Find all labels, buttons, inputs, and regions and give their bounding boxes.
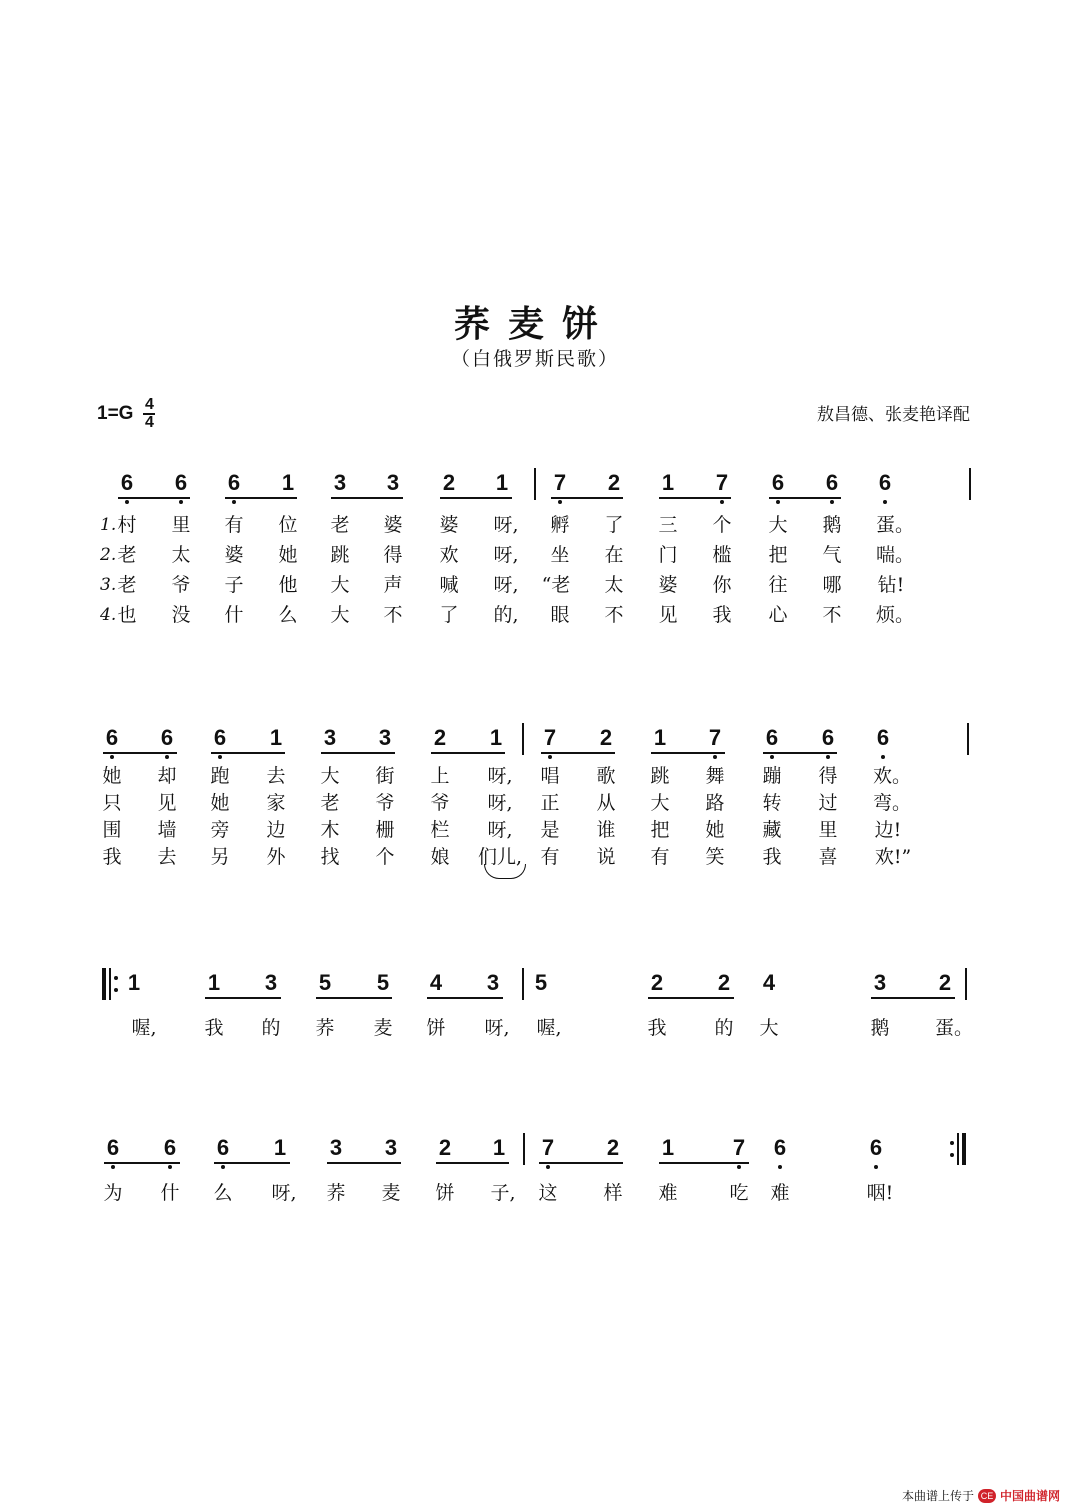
lyric-char: 什: [224, 604, 244, 626]
lyric-char: 过: [818, 792, 838, 814]
lyric-char: 村: [117, 514, 137, 536]
beam: [427, 997, 503, 999]
lyric-char: 蛋。: [876, 514, 915, 536]
beam: [651, 752, 725, 754]
note: 7: [695, 725, 735, 751]
lyric-char: 跑: [210, 765, 230, 787]
notation-line-2: [0, 725, 1070, 765]
beam: [648, 997, 734, 999]
bar-line: [969, 468, 971, 500]
note: 2: [599, 725, 613, 750]
lyric-char: 笑: [705, 846, 725, 868]
lyric-char: 门: [658, 544, 678, 566]
lyric-char: 心: [768, 604, 788, 626]
note: 3: [333, 470, 347, 495]
note: 7: [530, 725, 570, 751]
lyric-char: 呀,: [484, 1017, 510, 1039]
beam: [440, 497, 512, 499]
lyric-char: 钻!: [877, 574, 905, 596]
note: 2: [438, 1135, 452, 1160]
beam: [327, 1162, 401, 1164]
lyric-char: 没: [171, 604, 191, 626]
lyric-char: 大: [330, 574, 350, 596]
note: 2: [442, 470, 456, 495]
note: 6: [93, 1135, 133, 1161]
beam: [539, 1162, 623, 1164]
site-logo-icon: CE: [978, 1489, 996, 1503]
note: 3: [386, 470, 400, 495]
note: 2: [606, 1135, 620, 1160]
note: 6: [107, 470, 147, 496]
lyric-char: 里: [818, 819, 838, 841]
note: 3: [323, 725, 337, 750]
note: 4: [762, 970, 776, 995]
lyric-char: 她: [102, 765, 122, 787]
lyric-char: 去: [157, 846, 177, 868]
lyric-char: 荞: [326, 1182, 346, 1204]
translator-credit: 敖昌德、张麦艳译配: [817, 405, 970, 425]
lyric-char: 饼: [426, 1017, 446, 1039]
time-signature: [143, 398, 155, 430]
lyric-char: 我: [762, 846, 782, 868]
beam: [103, 752, 177, 754]
lyric-char: 婆: [439, 514, 459, 536]
beam: [331, 497, 403, 499]
lyric-char: 爷: [430, 792, 450, 814]
lyric-char: 老: [320, 792, 340, 814]
repeat-dot: [950, 1153, 954, 1157]
lyric-char: 她: [278, 544, 298, 566]
slur: [484, 864, 526, 879]
lyric-char: 哪: [822, 574, 842, 596]
lyric-line: [0, 602, 1070, 632]
lyric-char: 荞: [315, 1017, 335, 1039]
bar-line: [534, 468, 536, 500]
verse-number: 1.: [100, 515, 117, 535]
lyric-char: 有: [224, 514, 244, 536]
note: 6: [752, 725, 792, 751]
lyric-char: 爷: [171, 574, 191, 596]
lyric-char: 墙: [157, 819, 177, 841]
lyric-char: 只: [102, 792, 122, 814]
note: 3: [486, 970, 500, 995]
beam: [205, 997, 281, 999]
lyric-char: “老: [541, 574, 571, 596]
lyric-line: [0, 572, 1070, 602]
lyric-char: 呀,: [487, 819, 513, 841]
lyric-char: 说: [596, 846, 616, 868]
lyric-char: 麦: [381, 1182, 401, 1204]
lyric-char: 不: [604, 604, 624, 626]
verse-number: 3.: [100, 575, 117, 595]
note: 1: [207, 970, 221, 995]
lyric-char: 另: [210, 846, 230, 868]
lyric-char: 难: [658, 1182, 678, 1204]
lyric-char: 家: [266, 792, 286, 814]
lyric-char: 呀,: [493, 544, 519, 566]
beam: [118, 497, 190, 499]
lyric-char: 眼: [550, 604, 570, 626]
lyric-char: 欢!”: [874, 846, 912, 868]
note: 2: [650, 970, 664, 995]
lyric-char: 大: [768, 514, 788, 536]
note: 6: [758, 470, 798, 496]
lyric-char: 子,: [490, 1182, 516, 1204]
lyric-char: 边!: [874, 819, 902, 841]
lyric-char: 样: [603, 1182, 623, 1204]
lyric-char: 麦: [373, 1017, 393, 1039]
lyric-char: 个: [712, 514, 732, 536]
note: 2: [938, 970, 952, 995]
key-label: 1=G: [97, 403, 134, 424]
lyric-char: 外: [266, 846, 286, 868]
lyric-char: 去: [266, 765, 286, 787]
verse-number: 4.: [100, 605, 117, 625]
footer-text: 本曲谱上传于: [901, 1489, 974, 1503]
note: 6: [150, 1135, 190, 1161]
lyric-char: 喔,: [536, 1017, 562, 1039]
notation-line-4: [0, 1135, 1070, 1175]
time-sig-bottom: 4: [145, 414, 154, 431]
note: 1: [661, 1135, 675, 1160]
note: 7: [540, 470, 580, 496]
lyric-char: 呀,: [493, 514, 519, 536]
bar-line: [967, 723, 969, 755]
lyric-char: 有: [650, 846, 670, 868]
note: 6: [200, 725, 240, 751]
lyric-line: [0, 1180, 1070, 1210]
lyric-char: 们儿,: [477, 846, 523, 868]
note: 7: [719, 1135, 759, 1161]
lyric-char: 上: [430, 765, 450, 787]
lyric-char: 也: [117, 604, 137, 626]
time-sig-top: 4: [145, 396, 154, 413]
lyric-char: 得: [383, 544, 403, 566]
lyric-char: 歌: [596, 765, 616, 787]
note: 5: [376, 970, 390, 995]
lyric-char: 舞: [705, 765, 725, 787]
lyric-char: 正: [540, 792, 560, 814]
lyric-char: 是: [540, 819, 560, 841]
bar-line: [965, 968, 967, 1000]
lyric-char: 气: [822, 544, 842, 566]
lyric-char: 得: [818, 765, 838, 787]
beam: [104, 1162, 180, 1164]
lyric-char: 他: [278, 574, 298, 596]
bar-line: [522, 723, 524, 755]
note: 6: [161, 470, 201, 496]
note: 5: [534, 970, 548, 995]
note: 7: [528, 1135, 568, 1161]
lyric-char: 喘。: [876, 544, 915, 566]
note: 6: [865, 470, 905, 496]
beam: [214, 1162, 290, 1164]
lyric-char: 在: [604, 544, 624, 566]
lyric-char: 老: [117, 544, 137, 566]
beam: [763, 752, 837, 754]
beam: [321, 752, 395, 754]
lyric-char: 里: [171, 514, 191, 536]
key-signature: [97, 398, 155, 430]
lyric-char: 娘: [430, 846, 450, 868]
lyric-char: 谁: [596, 819, 616, 841]
lyric-char: 从: [596, 792, 616, 814]
lyric-char: 婆: [658, 574, 678, 596]
lyric-char: 的: [714, 1017, 734, 1039]
note: 6: [856, 1135, 896, 1161]
note: 1: [489, 725, 503, 750]
lyric-char: 我: [204, 1017, 224, 1039]
lyric-char: 我: [647, 1017, 667, 1039]
lyric-char: 大: [320, 765, 340, 787]
lyric-char: 么: [278, 604, 298, 626]
note: 1: [269, 725, 283, 750]
lyric-char: 找: [320, 846, 340, 868]
note: 1: [127, 970, 141, 995]
note: 6: [760, 1135, 800, 1161]
bar-line: [957, 1133, 959, 1165]
lyric-char: 太: [171, 544, 191, 566]
note: 2: [717, 970, 731, 995]
lyric-char: 烦。: [876, 604, 915, 626]
notation-line-3: [0, 970, 1070, 1010]
beam: [436, 1162, 509, 1164]
note: 6: [863, 725, 903, 751]
lyric-char: 老: [117, 574, 137, 596]
lyric-char: 槛: [712, 544, 732, 566]
lyric-char: 见: [157, 792, 177, 814]
lyric-char: 喊: [439, 574, 459, 596]
beam: [769, 497, 841, 499]
lyric-char: 饼: [435, 1182, 455, 1204]
note: 3: [329, 1135, 343, 1160]
lyric-char: 栅: [375, 819, 395, 841]
beam: [431, 752, 505, 754]
note: 3: [264, 970, 278, 995]
lyric-char: 转: [762, 792, 782, 814]
lyric-char: 不: [822, 604, 842, 626]
repeat-end-bar: [962, 1133, 966, 1165]
lyric-char: 孵: [550, 514, 570, 536]
note: 5: [318, 970, 332, 995]
lyric-char: 边: [266, 819, 286, 841]
lyric-char: 老: [330, 514, 350, 536]
lyric-char: 往: [768, 574, 788, 596]
lyric-char: 咽!: [866, 1182, 894, 1204]
lyric-char: 你: [712, 574, 732, 596]
lyric-char: 大: [650, 792, 670, 814]
lyric-char: 子: [224, 574, 244, 596]
lyric-char: 跳: [650, 765, 670, 787]
lyric-char: 弯。: [873, 792, 912, 814]
lyric-char: 却: [157, 765, 177, 787]
lyric-char: 了: [439, 604, 459, 626]
lyric-line: [0, 844, 1070, 874]
bar-line: [109, 968, 111, 1000]
beam: [659, 1162, 749, 1164]
lyric-char: 藏: [762, 819, 782, 841]
lyric-char: 围: [102, 819, 122, 841]
lyric-char: 为: [103, 1182, 123, 1204]
lyric-char: 婆: [383, 514, 403, 536]
lyric-char: 木: [320, 819, 340, 841]
lyric-char: 喔,: [131, 1017, 157, 1039]
lyric-char: 呀,: [487, 765, 513, 787]
note: 4: [429, 970, 443, 995]
lyric-char: 鹅: [870, 1017, 890, 1039]
upload-footer: [902, 1487, 1060, 1504]
lyric-char: 有: [540, 846, 560, 868]
lyric-char: 跳: [330, 544, 350, 566]
lyric-char: 的,: [493, 604, 519, 626]
lyric-char: 呀,: [487, 792, 513, 814]
repeat-dot: [950, 1141, 954, 1145]
note: 3: [873, 970, 887, 995]
note: 6: [147, 725, 187, 751]
lyric-line: [0, 542, 1070, 572]
lyric-char: 声: [383, 574, 403, 596]
lyric-char: 唱: [540, 765, 560, 787]
beam: [316, 997, 392, 999]
repeat-start-bar: [102, 968, 106, 1000]
note: 1: [492, 1135, 506, 1160]
lyric-char: 我: [712, 604, 732, 626]
lyric-char: 大: [759, 1017, 779, 1039]
lyric-char: 三: [658, 514, 678, 536]
lyric-char: 把: [650, 819, 670, 841]
note: 1: [661, 470, 675, 495]
lyric-char: 鹅: [822, 514, 842, 536]
lyric-char: 了: [604, 514, 624, 536]
lyric-char: 蛋。: [935, 1017, 974, 1039]
song-title: 荞麦饼: [453, 303, 616, 345]
beam: [871, 997, 955, 999]
beam: [541, 752, 615, 754]
lyric-char: 街: [375, 765, 395, 787]
lyric-char: 欢: [439, 544, 459, 566]
beam: [211, 752, 285, 754]
note: 1: [273, 1135, 287, 1160]
lyric-char: 吃: [729, 1182, 749, 1204]
lyric-line: [0, 763, 1070, 793]
lyric-char: 这: [538, 1182, 558, 1204]
bar-line: [523, 1133, 525, 1165]
lyric-char: 爷: [375, 792, 395, 814]
lyric-char: 把: [768, 544, 788, 566]
beam: [225, 497, 297, 499]
lyric-char: 喜: [818, 846, 838, 868]
lyric-char: 栏: [430, 819, 450, 841]
note: 6: [92, 725, 132, 751]
lyric-char: 么: [213, 1182, 233, 1204]
lyric-char: 难: [770, 1182, 790, 1204]
note: 3: [384, 1135, 398, 1160]
lyric-line: [0, 512, 1070, 542]
note: 7: [702, 470, 742, 496]
lyric-char: 大: [330, 604, 350, 626]
lyric-line: [0, 817, 1070, 847]
lyric-line: [0, 1015, 1070, 1045]
lyric-char: 她: [210, 792, 230, 814]
note: 1: [281, 470, 295, 495]
note: 6: [214, 470, 254, 496]
note: 6: [808, 725, 848, 751]
lyric-char: 什: [160, 1182, 180, 1204]
lyric-char: 太: [604, 574, 624, 596]
song-subtitle: （白俄罗斯民歌）: [450, 348, 619, 370]
verse-number: 2.: [100, 545, 117, 565]
notation-line-1: [0, 470, 1070, 510]
beam: [659, 497, 731, 499]
lyric-char: 路: [705, 792, 725, 814]
note: 1: [653, 725, 667, 750]
lyric-char: 呀,: [271, 1182, 297, 1204]
note: 2: [607, 470, 621, 495]
note: 6: [812, 470, 852, 496]
beam: [551, 497, 623, 499]
note: 1: [495, 470, 509, 495]
lyric-char: 的: [261, 1017, 281, 1039]
lyric-char: 旁: [210, 819, 230, 841]
lyric-char: 呀,: [493, 574, 519, 596]
note: 3: [378, 725, 392, 750]
lyric-char: 个: [375, 846, 395, 868]
lyric-char: 欢。: [873, 765, 912, 787]
note: 2: [433, 725, 447, 750]
lyric-char: 她: [705, 819, 725, 841]
lyric-char: 见: [658, 604, 678, 626]
lyric-char: 我: [102, 846, 122, 868]
site-name-link[interactable]: 中国曲谱网: [999, 1489, 1060, 1503]
lyric-char: 婆: [224, 544, 244, 566]
lyric-char: 坐: [550, 544, 570, 566]
lyric-char: 不: [383, 604, 403, 626]
bar-line: [522, 968, 524, 1000]
lyric-char: 位: [278, 514, 298, 536]
note: 6: [203, 1135, 243, 1161]
lyric-char: 蹦: [762, 765, 782, 787]
lyric-line: [0, 790, 1070, 820]
